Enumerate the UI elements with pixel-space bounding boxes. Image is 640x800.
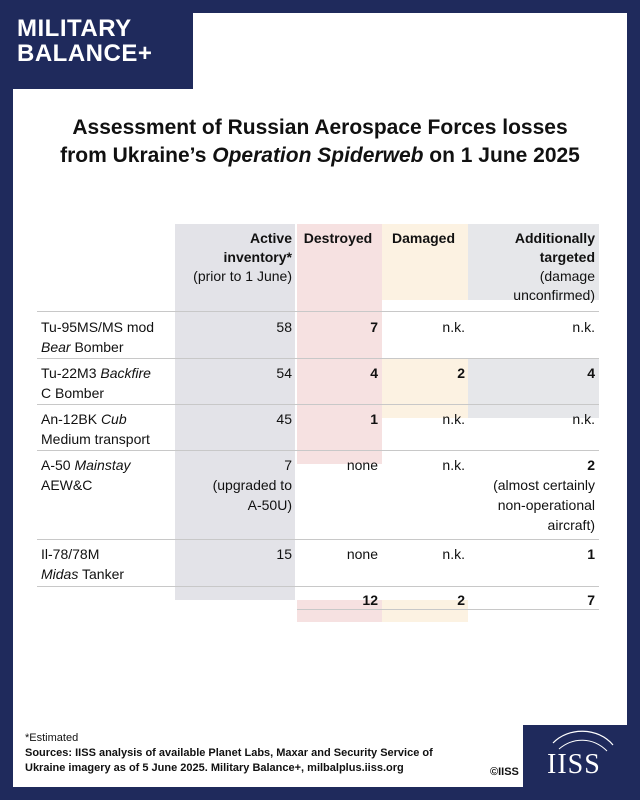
cell-active: 54	[276, 365, 292, 381]
row-role: Bomber	[70, 339, 124, 355]
additional-note-text: (almost certainly non-operational aircraft)	[493, 477, 595, 533]
cell-active-note	[175, 475, 292, 515]
row-divider	[37, 311, 599, 312]
row-label-tu95	[41, 317, 176, 357]
total-additional: 7	[587, 592, 595, 608]
active-note-text: (upgraded to A-50U)	[212, 477, 292, 513]
header-additional-sub: (damage unconfirmed)	[513, 268, 595, 303]
cell-active: 15	[276, 546, 292, 562]
row-name: Tu-95MS/MS mod	[41, 319, 155, 335]
row-name: A-50	[41, 457, 75, 473]
cell-damaged: n.k.	[442, 411, 465, 427]
row-label-il78	[41, 544, 176, 584]
cell-destroyed: none	[346, 546, 378, 562]
cell-additional: n.k.	[572, 319, 595, 335]
header-destroyed	[297, 229, 379, 248]
header-active-sub: (prior to 1 June)	[193, 268, 292, 284]
sources-line1: Sources: IISS analysis of available Planet Labs, Maxar and Security Service of	[25, 747, 433, 759]
header-additionally-targeted	[468, 229, 595, 305]
copyright: ©IISS	[490, 766, 519, 778]
page-title	[13, 114, 627, 170]
header-additional-label: Additionally targeted	[514, 230, 595, 265]
row-role: Tanker	[78, 566, 125, 582]
title-line1: Assessment of Russian Aerospace Forces losses	[72, 116, 568, 139]
cell-additional-note	[468, 475, 595, 535]
cell-active: 58	[276, 319, 292, 335]
header-damaged	[382, 229, 465, 248]
cell-damaged: n.k.	[442, 319, 465, 335]
header-active-inventory	[175, 229, 292, 286]
row-name: An-12BK	[41, 411, 101, 427]
cell-active: 7	[284, 457, 292, 473]
row-role: C Bomber	[41, 385, 105, 401]
row-codename: Cub	[100, 411, 127, 427]
row-codename: Bear	[41, 339, 71, 355]
row-label-a50	[41, 455, 176, 495]
brand-line2: BALANCE+	[17, 40, 153, 67]
row-role: AEW&C	[41, 477, 93, 493]
title-line2-italic: Operation Spiderweb	[212, 144, 424, 167]
row-label-an12bk	[41, 409, 176, 449]
cell-additional: 2	[587, 457, 595, 473]
row-divider	[37, 586, 599, 587]
header-active-label: Active inventory*	[223, 230, 292, 265]
cell-damaged: 2	[457, 365, 465, 381]
row-divider	[37, 450, 599, 451]
totals-divider	[297, 609, 599, 610]
row-name: Tu-22M3	[41, 365, 101, 381]
cell-damaged: n.k.	[442, 546, 465, 562]
cell-additional: 1	[587, 546, 595, 562]
sources-line2: Ukraine imagery as of 5 June 2025. Military Balance+, milbalplus.iiss.org	[25, 762, 404, 774]
cell-active: 45	[276, 411, 292, 427]
cell-damaged: n.k.	[442, 457, 465, 473]
row-divider	[37, 358, 599, 359]
iiss-logo-text: IISS	[547, 749, 601, 780]
header-destroyed-label: Destroyed	[303, 230, 373, 246]
row-divider	[37, 404, 599, 405]
cell-destroyed: 7	[370, 319, 378, 335]
title-line2	[13, 142, 627, 170]
total-destroyed: 12	[362, 592, 378, 608]
cell-additional: n.k.	[572, 411, 595, 427]
title-line2-suffix: on 1 June 2025	[423, 144, 580, 167]
row-label-tu22m3	[41, 363, 176, 403]
infographic-panel	[13, 13, 627, 787]
row-divider	[37, 539, 599, 540]
cell-destroyed: 4	[370, 365, 378, 381]
cell-destroyed: none	[346, 457, 378, 473]
cell-destroyed: 1	[370, 411, 378, 427]
title-line2-prefix: from Ukraine’s	[60, 144, 213, 167]
row-codename: Midas	[41, 566, 79, 582]
brand-logo	[13, 13, 193, 89]
row-name: Il-78/78M	[41, 546, 100, 562]
header-damaged-label: Damaged	[391, 230, 456, 246]
row-codename: Mainstay	[74, 457, 131, 473]
total-damaged: 2	[457, 592, 465, 608]
footnote-estimated: *Estimated	[25, 732, 79, 744]
brand-line1: MILITARY	[17, 15, 132, 42]
row-codename: Backfire	[100, 365, 151, 381]
cell-additional: 4	[587, 365, 595, 381]
iiss-logo	[523, 725, 627, 787]
row-role: Medium transport	[41, 431, 150, 447]
